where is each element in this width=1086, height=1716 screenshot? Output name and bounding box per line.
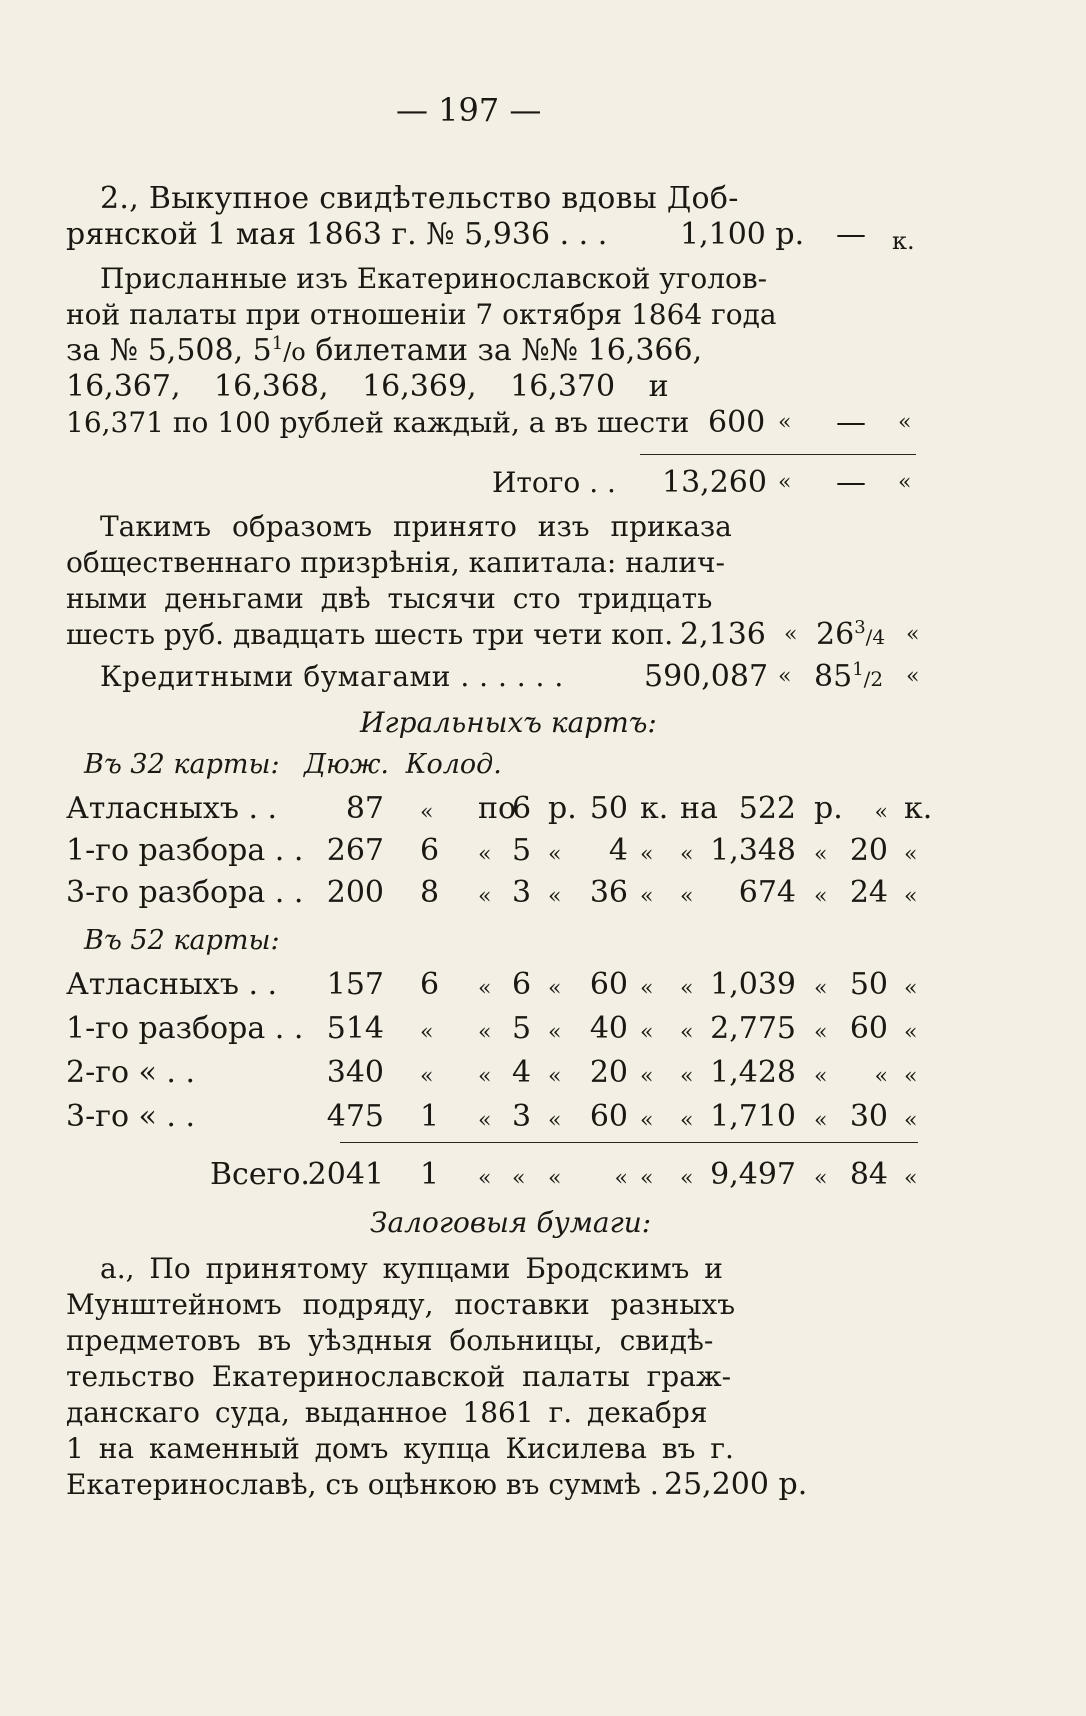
entry2-line1: 2., Выкупное свидѣтельство вдовы Доб- [100,181,739,216]
cell-c3: « [478,842,492,867]
cards-row [0,792,1086,828]
cell-kol: 8 [420,875,440,910]
cell-c6: 40 [589,1011,628,1046]
cell-c11: « [874,1064,888,1089]
cards-heading: Игральныхъ картъ: [360,706,657,739]
cell-c11: 30 [849,1099,888,1134]
cell-c11: 50 [849,967,888,1002]
cell-c11: 24 [849,875,888,910]
pledge-line5: данскаго суда, выданное 1861 г. декабря [66,1396,708,1429]
entry2-amount: 1,100 р. [680,217,805,252]
cell-c12: « [904,1020,918,1045]
cell-c10: « [814,1064,828,1089]
cell-doz: 267 [326,833,384,868]
cell-c7: « [640,842,654,867]
cell-c3: « [478,1020,492,1045]
cell-c8: « [680,842,694,867]
cell-c10: « [814,1020,828,1045]
cell-c6: 4 [608,833,628,868]
entry3-line1: Присланные изъ Екатеринославской уголов- [100,262,768,295]
cell-c10: р. [814,791,843,826]
cell-doz: 157 [326,967,384,1002]
cell-c10: « [814,884,828,909]
entry3-line4: 16,367, 16,368, 16,369, 16,370 и [66,369,669,404]
cell-doz: 340 [326,1055,384,1090]
pledge-line2: Мунштейномъ подряду, поставки разныхъ [66,1288,736,1321]
cell-doz: 2041 [307,1157,384,1192]
cards-row [0,968,1086,1004]
credit-amount: 590,087 [644,659,769,694]
total-mark1: « [778,470,792,495]
cell-name: 1-го разбора . . [66,833,304,868]
cards-sec32: Въ 32 карты: [84,749,280,780]
cell-c7: « [640,1166,654,1191]
entry3-line2: ной палаты при отношенiи 7 октября 1864 года [66,298,777,331]
cell-c3: « [478,1166,492,1191]
cell-c4: 3 [512,875,532,910]
credit-kop2-den: /2 [863,667,884,691]
cell-kol: « [420,800,434,825]
cell-c8: « [680,1064,694,1089]
cell-c3: « [478,884,492,909]
cell-c5: « [548,884,562,909]
cell-kol: 1 [420,1099,440,1134]
cell-c7: « [640,884,654,909]
cell-c5: « [548,1020,562,1045]
cell-c3: « [478,976,492,1001]
cell-c7: « [640,1020,654,1045]
cards-total-row [0,1158,1086,1194]
pledge-line3: предметовъ въ уѣздныя больницы, свидѣ- [66,1324,714,1357]
summary-mark1b: « [906,622,920,647]
summary-line2: общественнаго призрѣнiя, капитала: налич- [66,546,725,579]
entry3-line5: 16,371 по 100 рублей каждый, а въ шести [66,406,690,439]
summary-kop1 [816,618,885,654]
cell-sum: 2,775 [710,1011,796,1046]
cell-kol: « [420,1020,434,1045]
cell-c10: « [814,1108,828,1133]
cell-c12: к. [904,791,933,826]
cell-c3: « [478,1108,492,1133]
summary-kop1-num: 3 [854,617,866,638]
total-mark2: « [898,470,912,495]
cell-c11: « [874,800,888,825]
pledge-amount: 25,200 р. [664,1467,808,1502]
entry3-line3-b: билетами за №№ 16,366, [315,333,703,368]
cell-c6: 50 [589,791,628,826]
cell-name: Атласныхъ . . [66,967,278,1002]
cell-c6: 20 [589,1055,628,1090]
cell-c8: « [680,976,694,1001]
summary-kop1-val: 26 [816,617,855,652]
cell-c8: « [680,884,694,909]
cell-name: Атласныхъ . . [66,791,278,826]
cell-c6: 60 [589,967,628,1002]
cell-sum: 1,348 [710,833,796,868]
cell-name: Всего. [210,1157,310,1192]
entry3-frac-num: 1 [271,333,284,354]
cell-c7: « [640,1108,654,1133]
cell-c12: « [904,976,918,1001]
cell-kol: 6 [420,833,440,868]
cell-c12: « [904,842,918,867]
cards-row [0,1012,1086,1048]
cards-row [0,1100,1086,1136]
cell-c3: « [478,1064,492,1089]
cards-sec52: Въ 52 карты: [84,925,280,956]
cell-sum: 1,428 [710,1055,796,1090]
pledge-heading: Залоговыя бумаги: [370,1206,652,1239]
summary-amount1: 2,136 [680,617,766,652]
total-label: Итого . . [492,466,616,499]
cell-c5: « [548,1166,562,1191]
entry2-line2: рянской 1 мая 1863 г. № 5,936 . . . [66,217,608,252]
entry2-kop: к. [892,227,915,255]
cell-c5: « [548,842,562,867]
credit-kop2-num: 1 [852,659,864,680]
cell-c8: « [680,1020,694,1045]
cell-name: 2-го « . . [66,1055,196,1090]
cell-c12: « [904,1064,918,1089]
cell-c5: р. [548,791,577,826]
entry3-amount: 600 [708,405,766,440]
cell-c10: « [814,976,828,1001]
cell-c7: « [640,1064,654,1089]
cell-doz: 514 [326,1011,384,1046]
cell-c11: 84 [849,1157,888,1192]
cell-c8: « [680,1108,694,1133]
cell-c12: « [904,1166,918,1191]
entry3-mark1: « [778,410,792,435]
entry3-mark2: « [898,410,912,435]
cell-c10: « [814,1166,828,1191]
cell-c4: 6 [512,791,532,826]
entry3-line3-a: за № 5,508, 5 [66,333,272,368]
cards-row [0,876,1086,912]
summary-line3: ными деньгами двѣ тысячи сто тридцать [66,582,713,615]
credit-kop2 [814,660,883,696]
entry2-dash: — [836,217,866,252]
summary-line4: шесть руб. двадцать шесть три чети коп. [66,618,674,651]
cell-c4: 3 [512,1099,532,1134]
cell-name: 1-го разбора . . [66,1011,304,1046]
credit-kop2-val: 85 [814,659,853,694]
cell-c5: « [548,1108,562,1133]
cell-name: 3-го « . . [66,1099,196,1134]
cell-c7: к. [640,791,669,826]
pledge-line7: Екатеринославѣ, съ оцѣнкою въ суммѣ . [66,1468,659,1501]
cell-c4: 5 [512,833,532,868]
cell-sum: 1,039 [710,967,796,1002]
cell-sum: 522 [738,791,796,826]
cell-c6: 36 [589,875,628,910]
cell-c8: на [680,791,718,826]
cell-sum: 1,710 [710,1099,796,1134]
cell-c4: « [512,1166,526,1191]
summary-line1: Такимъ образомъ принято изъ приказа [100,510,732,543]
total-amount: 13,260 [662,465,767,500]
total-rule [640,454,916,455]
cards-total-rule [340,1142,918,1143]
cards-col-heads: Дюж. Колод. [304,749,502,780]
entry3-dash: — [836,405,866,440]
credit-mark2b: « [906,664,920,689]
credit-mark2a: « [778,664,792,689]
cards-row [0,834,1086,870]
total-dash: — [836,465,866,500]
page-number: — 197 — [396,91,542,129]
cell-c5: « [548,976,562,1001]
cell-c7: « [640,976,654,1001]
cell-c11: 60 [849,1011,888,1046]
credit-label: Кредитными бумагами . . . . . . [100,660,564,693]
pledge-line6: 1 на каменный домъ купца Кисилева въ г. [66,1432,734,1465]
cell-c4: 4 [512,1055,532,1090]
entry3-line3 [66,334,702,369]
cell-c11: 20 [849,833,888,868]
cell-c5: « [548,1064,562,1089]
cell-doz: 475 [326,1099,384,1134]
cell-doz: 200 [326,875,384,910]
cell-c6: 60 [589,1099,628,1134]
cell-c4: 6 [512,967,532,1002]
cell-c3: по [478,791,517,826]
summary-mark1a: « [784,622,798,647]
cell-c6: « [614,1166,628,1191]
cell-c4: 5 [512,1011,532,1046]
cell-sum: 674 [738,875,796,910]
cell-kol: « [420,1064,434,1089]
cell-name: 3-го разбора . . [66,875,304,910]
entry3-frac-den: /o [283,338,306,366]
pledge-line1: а., По принятому купцами Бродскимъ и [100,1252,723,1285]
summary-kop1-den: /4 [865,625,886,649]
cards-row [0,1056,1086,1092]
cell-c10: « [814,842,828,867]
cell-doz: 87 [345,791,384,826]
pledge-line4: тельство Екатеринославской палаты граж- [66,1360,732,1393]
cell-c12: « [904,1108,918,1133]
cell-kol: 1 [420,1157,440,1192]
cell-c12: « [904,884,918,909]
cell-sum: 9,497 [710,1157,796,1192]
cell-kol: 6 [420,967,440,1002]
cell-c8: « [680,1166,694,1191]
